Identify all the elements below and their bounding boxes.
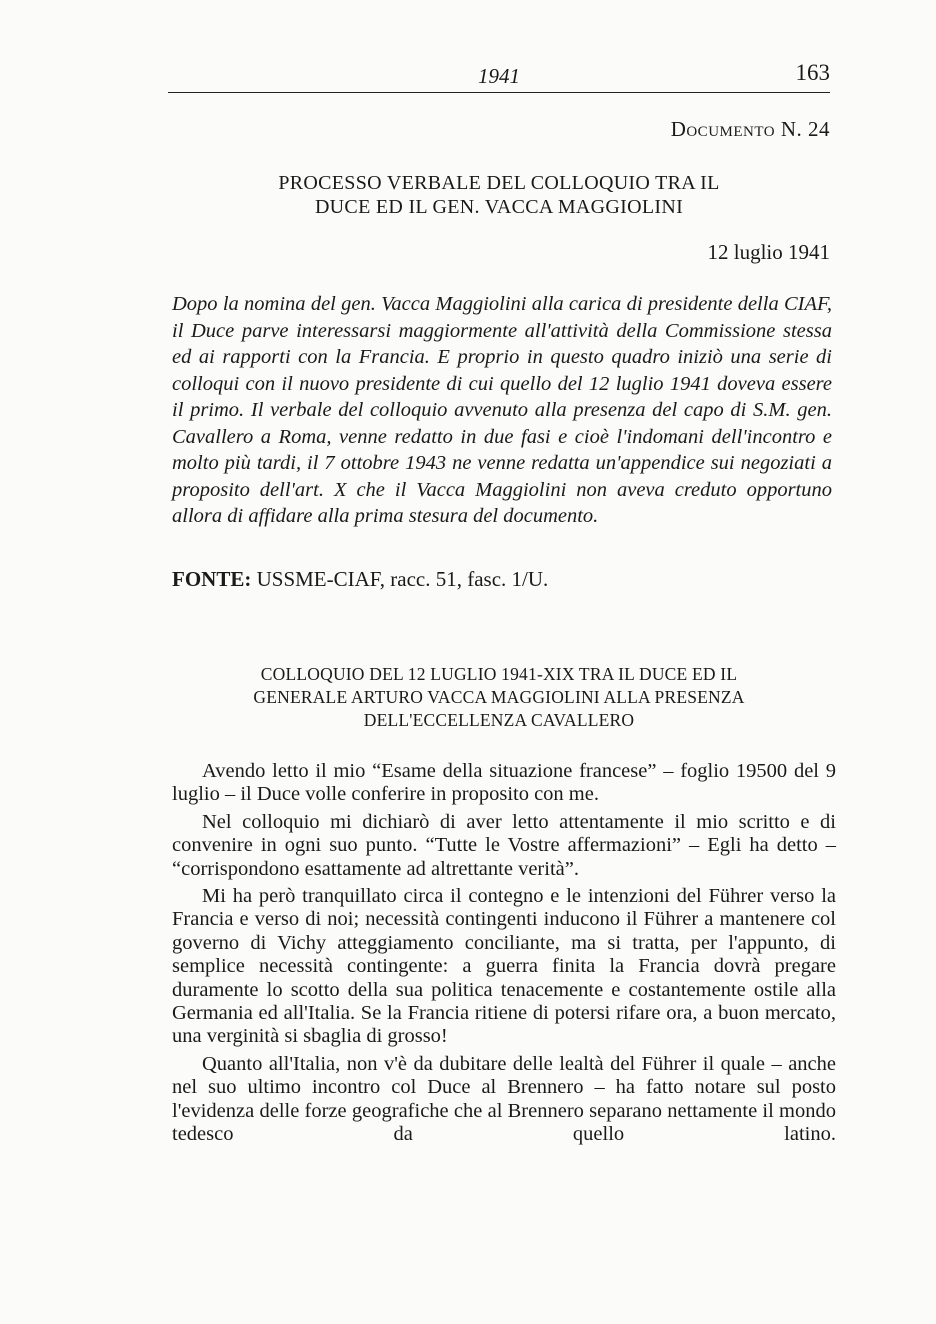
section-title-line-2: GENERALE ARTURO VACCA MAGGIOLINI ALLA PRESENZA [253, 687, 745, 707]
body-text [172, 760, 836, 1151]
body-paragraph: Nel colloquio mi dichiarò di aver letto attentamente il mio scritto e di convenire in ogni suo punto. “Tutte le Vostre affermazioni” – Egli ha detto – “corrispondono esattamente ad altrettante verità”. [172, 810, 836, 880]
document-title-line-2: DUCE ED IL GEN. VACCA MAGGIOLINI [314, 196, 684, 218]
running-header-year: 1941 [478, 64, 520, 88]
document-number: Documento N. 24 [670, 117, 830, 141]
body-paragraph: Quanto all'Italia, non v'è da dubitare delle lealtà del Führer il quale – anche nel suo ultimo incontro col Duce al Brennero – ha fatto notare sul posto l'evidenza delle forze geografiche che al Brennero separano nettamente il mondo tedesco da quello latino. [172, 1052, 836, 1146]
section-title [168, 663, 830, 732]
running-header [168, 60, 830, 93]
page-number: 163 [795, 60, 830, 85]
body-paragraph: Mi ha però tranquillato circa il contegno e le intenzioni del Führer verso la Francia e verso di noi; necessità contingenti inducono il Führer a mantenere col governo di Vichy atteggiamento conciliante, ma si tratta, per l'appunto, di semplice necessità contingente: a guerra finita la Francia dovrà pregare duramente lo scotto della sua politica tenacemente e costantemente ostile alla Germania ed all'Italia. Se la Francia ritiene di potersi rifare ora, a buon mercato, una verginità si sbaglia di grosso! [172, 885, 836, 1048]
section-title-line-3: DELL'ECCELLENZA CAVALLERO [363, 710, 635, 730]
editorial-introduction: Dopo la nomina del gen. Vacca Maggiolini alla carica di presidente della CIAF, il Duce parve interessarsi maggiormente all'attività della Commissione stessa ed ai rapporti con la Francia. E proprio in questo quadro iniziò una serie di colloqui con il nuovo presidente di cui quello del 12 luglio 1941 doveva essere il primo. Il verbale del colloquio avvenuto alla presenza del capo di S.M. gen. Cavallero a Roma, venne redatto in due fasi e cioè l'indomani dell'incontro e molto più tardi, il 7 ottobre 1943 ne venne redatta un'appendice sui negoziati a proposito dell'art. X che il Vacca Maggiolini non aveva creduto opportuno allora di affidare alla prima stesura del documento. [172, 293, 832, 527]
source-reference: USSME-CIAF, racc. 51, fasc. 1/U. [256, 567, 549, 591]
section-title-line-1: COLLOQUIO DEL 12 LUGLIO 1941-XIX TRA IL DUCE ED IL [260, 664, 738, 684]
document-title [168, 171, 830, 219]
source-citation [172, 567, 548, 592]
document-title-line-1: PROCESSO VERBALE DEL COLLOQUIO TRA IL [278, 172, 720, 194]
document-date: 12 luglio 1941 [707, 240, 830, 264]
source-label: FONTE: [172, 567, 252, 591]
body-paragraph: Avendo letto il mio “Esame della situazione francese” – foglio 19500 del 9 luglio – il Duce volle conferire in proposito con me. [172, 760, 836, 806]
